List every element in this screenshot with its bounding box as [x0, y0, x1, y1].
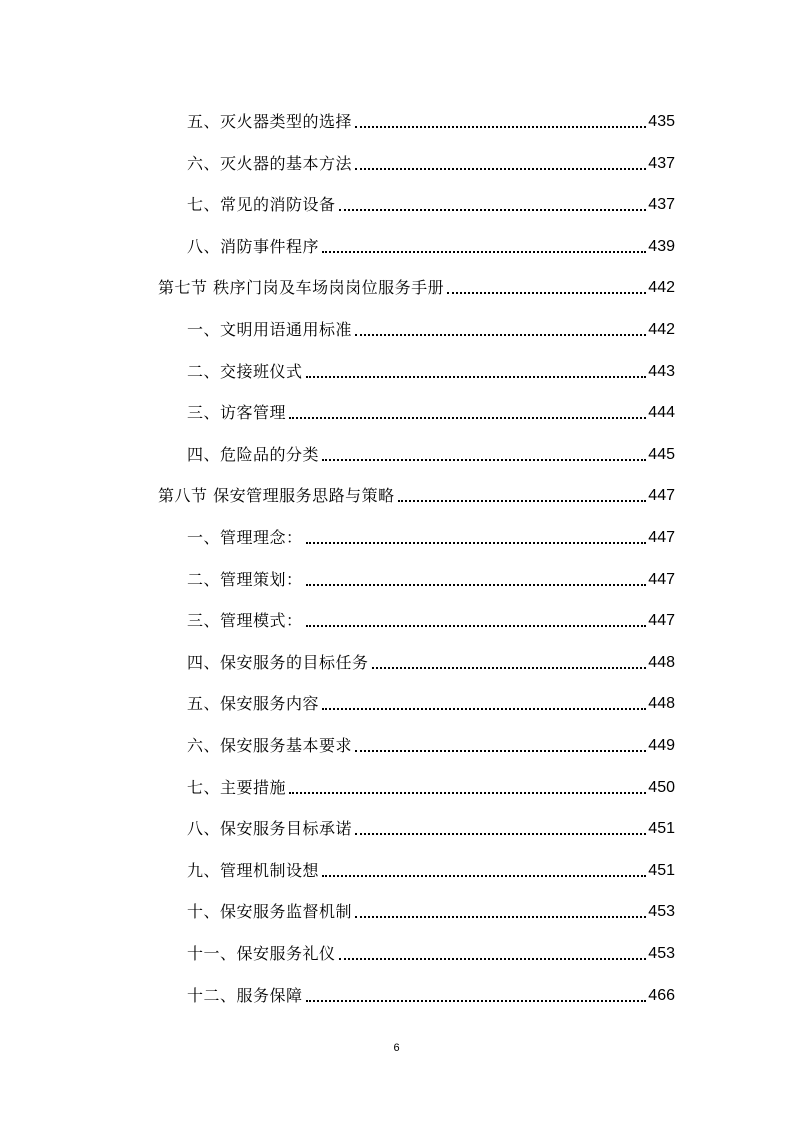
toc-entry[interactable]: [187, 395, 675, 423]
toc-dot-leader: [447, 292, 646, 294]
toc-entry[interactable]: [187, 520, 675, 548]
toc-dot-leader: [306, 584, 647, 586]
toc-entry-title: 十、保安服务监督机制: [187, 902, 353, 922]
toc-entry-title: 五、保安服务内容: [187, 694, 320, 714]
toc-dot-leader: [355, 833, 646, 835]
toc-dot-leader: [322, 459, 646, 461]
toc-entry-page: 437: [648, 196, 675, 214]
toc-entry[interactable]: [158, 478, 675, 506]
toc-entry-title: 七、常见的消防设备: [187, 195, 336, 215]
toc-dot-leader: [372, 667, 647, 669]
toc-entry-page: 439: [648, 237, 675, 255]
toc-entry-title: 二、交接班仪式: [187, 361, 303, 381]
toc-entry-page: 453: [648, 903, 675, 921]
toc-entry[interactable]: [187, 770, 675, 798]
toc-entry[interactable]: [187, 645, 675, 673]
toc-entry-title: 一、文明用语通用标准: [187, 320, 353, 339]
toc-entry-title: 第七节 秩序门岗及车场岗岗位服务手册: [158, 278, 445, 298]
toc-entry[interactable]: [187, 104, 675, 132]
toc-dot-leader: [289, 792, 646, 794]
toc-entry-title: 四、危险品的分类: [187, 444, 320, 464]
toc-entry-page: 445: [648, 445, 675, 463]
toc-entry-title: 五、灭火器类型的选择: [187, 112, 353, 131]
toc-dot-leader: [355, 916, 646, 918]
toc-entry[interactable]: [187, 354, 675, 382]
toc-dot-leader: [322, 875, 646, 877]
toc-entry-title: 八、保安服务目标承诺: [187, 819, 353, 839]
toc-entry-title: 九、管理机制设想: [187, 860, 320, 880]
toc-entry-page: 443: [648, 362, 675, 380]
toc-entry-page: 444: [648, 404, 675, 422]
toc-entry-page: 442: [648, 321, 675, 338]
toc-dot-leader: [355, 126, 646, 128]
toc-entry-page: 448: [648, 653, 675, 671]
toc-entry-page: 447: [648, 612, 675, 630]
toc-dot-leader: [306, 376, 647, 378]
toc-entry[interactable]: [187, 229, 675, 257]
toc-entry[interactable]: [187, 312, 675, 340]
toc-entry-title: 十一、保安服务礼仪: [187, 944, 336, 963]
toc-entry-page: 451: [648, 820, 675, 838]
toc-entry[interactable]: [187, 936, 675, 964]
toc-entry[interactable]: [187, 853, 675, 881]
toc-entry[interactable]: [187, 562, 675, 590]
toc-entry-page: 447: [648, 570, 675, 588]
toc-entry[interactable]: [158, 270, 675, 298]
toc-dot-leader: [339, 209, 647, 211]
toc-dot-leader: [339, 958, 647, 960]
toc-dot-leader: [306, 625, 647, 627]
toc-dot-leader: [322, 708, 646, 710]
toc-entry-title: 三、管理模式：: [187, 611, 303, 631]
toc-entry-page: 437: [648, 154, 675, 172]
toc-dot-leader: [355, 168, 646, 170]
toc-entry-page: 435: [648, 113, 675, 130]
toc-entry-title: 四、保安服务的目标任务: [187, 652, 369, 672]
toc-entry[interactable]: [187, 187, 675, 215]
toc-entry[interactable]: [187, 603, 675, 631]
toc-entry-title: 六、灭火器的基本方法: [187, 153, 353, 173]
toc-dot-leader: [322, 251, 646, 253]
toc-entry-title: 一、管理理念：: [187, 528, 303, 547]
toc-entry[interactable]: [187, 894, 675, 922]
toc-dot-leader: [306, 542, 647, 544]
toc-dot-leader: [355, 334, 646, 336]
toc-entry[interactable]: [187, 728, 675, 756]
page-number: 6: [393, 1042, 400, 1054]
toc-entry[interactable]: [187, 146, 675, 174]
toc-entry-page: 442: [648, 279, 675, 297]
toc-entry-page: 453: [648, 945, 675, 962]
toc-entry-page: 466: [648, 986, 675, 1004]
toc-entry-page: 450: [648, 778, 675, 796]
toc-entry[interactable]: [187, 437, 675, 465]
toc-entry-title: 六、保安服务基本要求: [187, 736, 353, 755]
toc-entry-page: 447: [648, 529, 675, 546]
toc-entry-page: 449: [648, 737, 675, 754]
toc-entry-title: 三、访客管理: [187, 403, 287, 423]
toc-entry-page: 448: [648, 695, 675, 713]
toc-entry[interactable]: [187, 811, 675, 839]
toc-dot-leader: [289, 417, 646, 419]
toc-entry-title: 十二、服务保障: [187, 985, 303, 1005]
toc-entry-title: 二、管理策划：: [187, 569, 303, 589]
toc-entry-title: 八、消防事件程序: [187, 236, 320, 256]
toc-dot-leader: [355, 750, 646, 752]
toc-entry-title: 第八节 保安管理服务思路与策略: [158, 486, 395, 506]
toc-entry-title: 七、主要措施: [187, 777, 287, 797]
toc-entry-page: 451: [648, 861, 675, 879]
toc-dot-leader: [306, 1000, 647, 1002]
toc-dot-leader: [398, 500, 647, 502]
toc-entry-page: 447: [648, 487, 675, 505]
toc-entry[interactable]: [187, 686, 675, 714]
toc-entry[interactable]: [187, 978, 675, 1006]
